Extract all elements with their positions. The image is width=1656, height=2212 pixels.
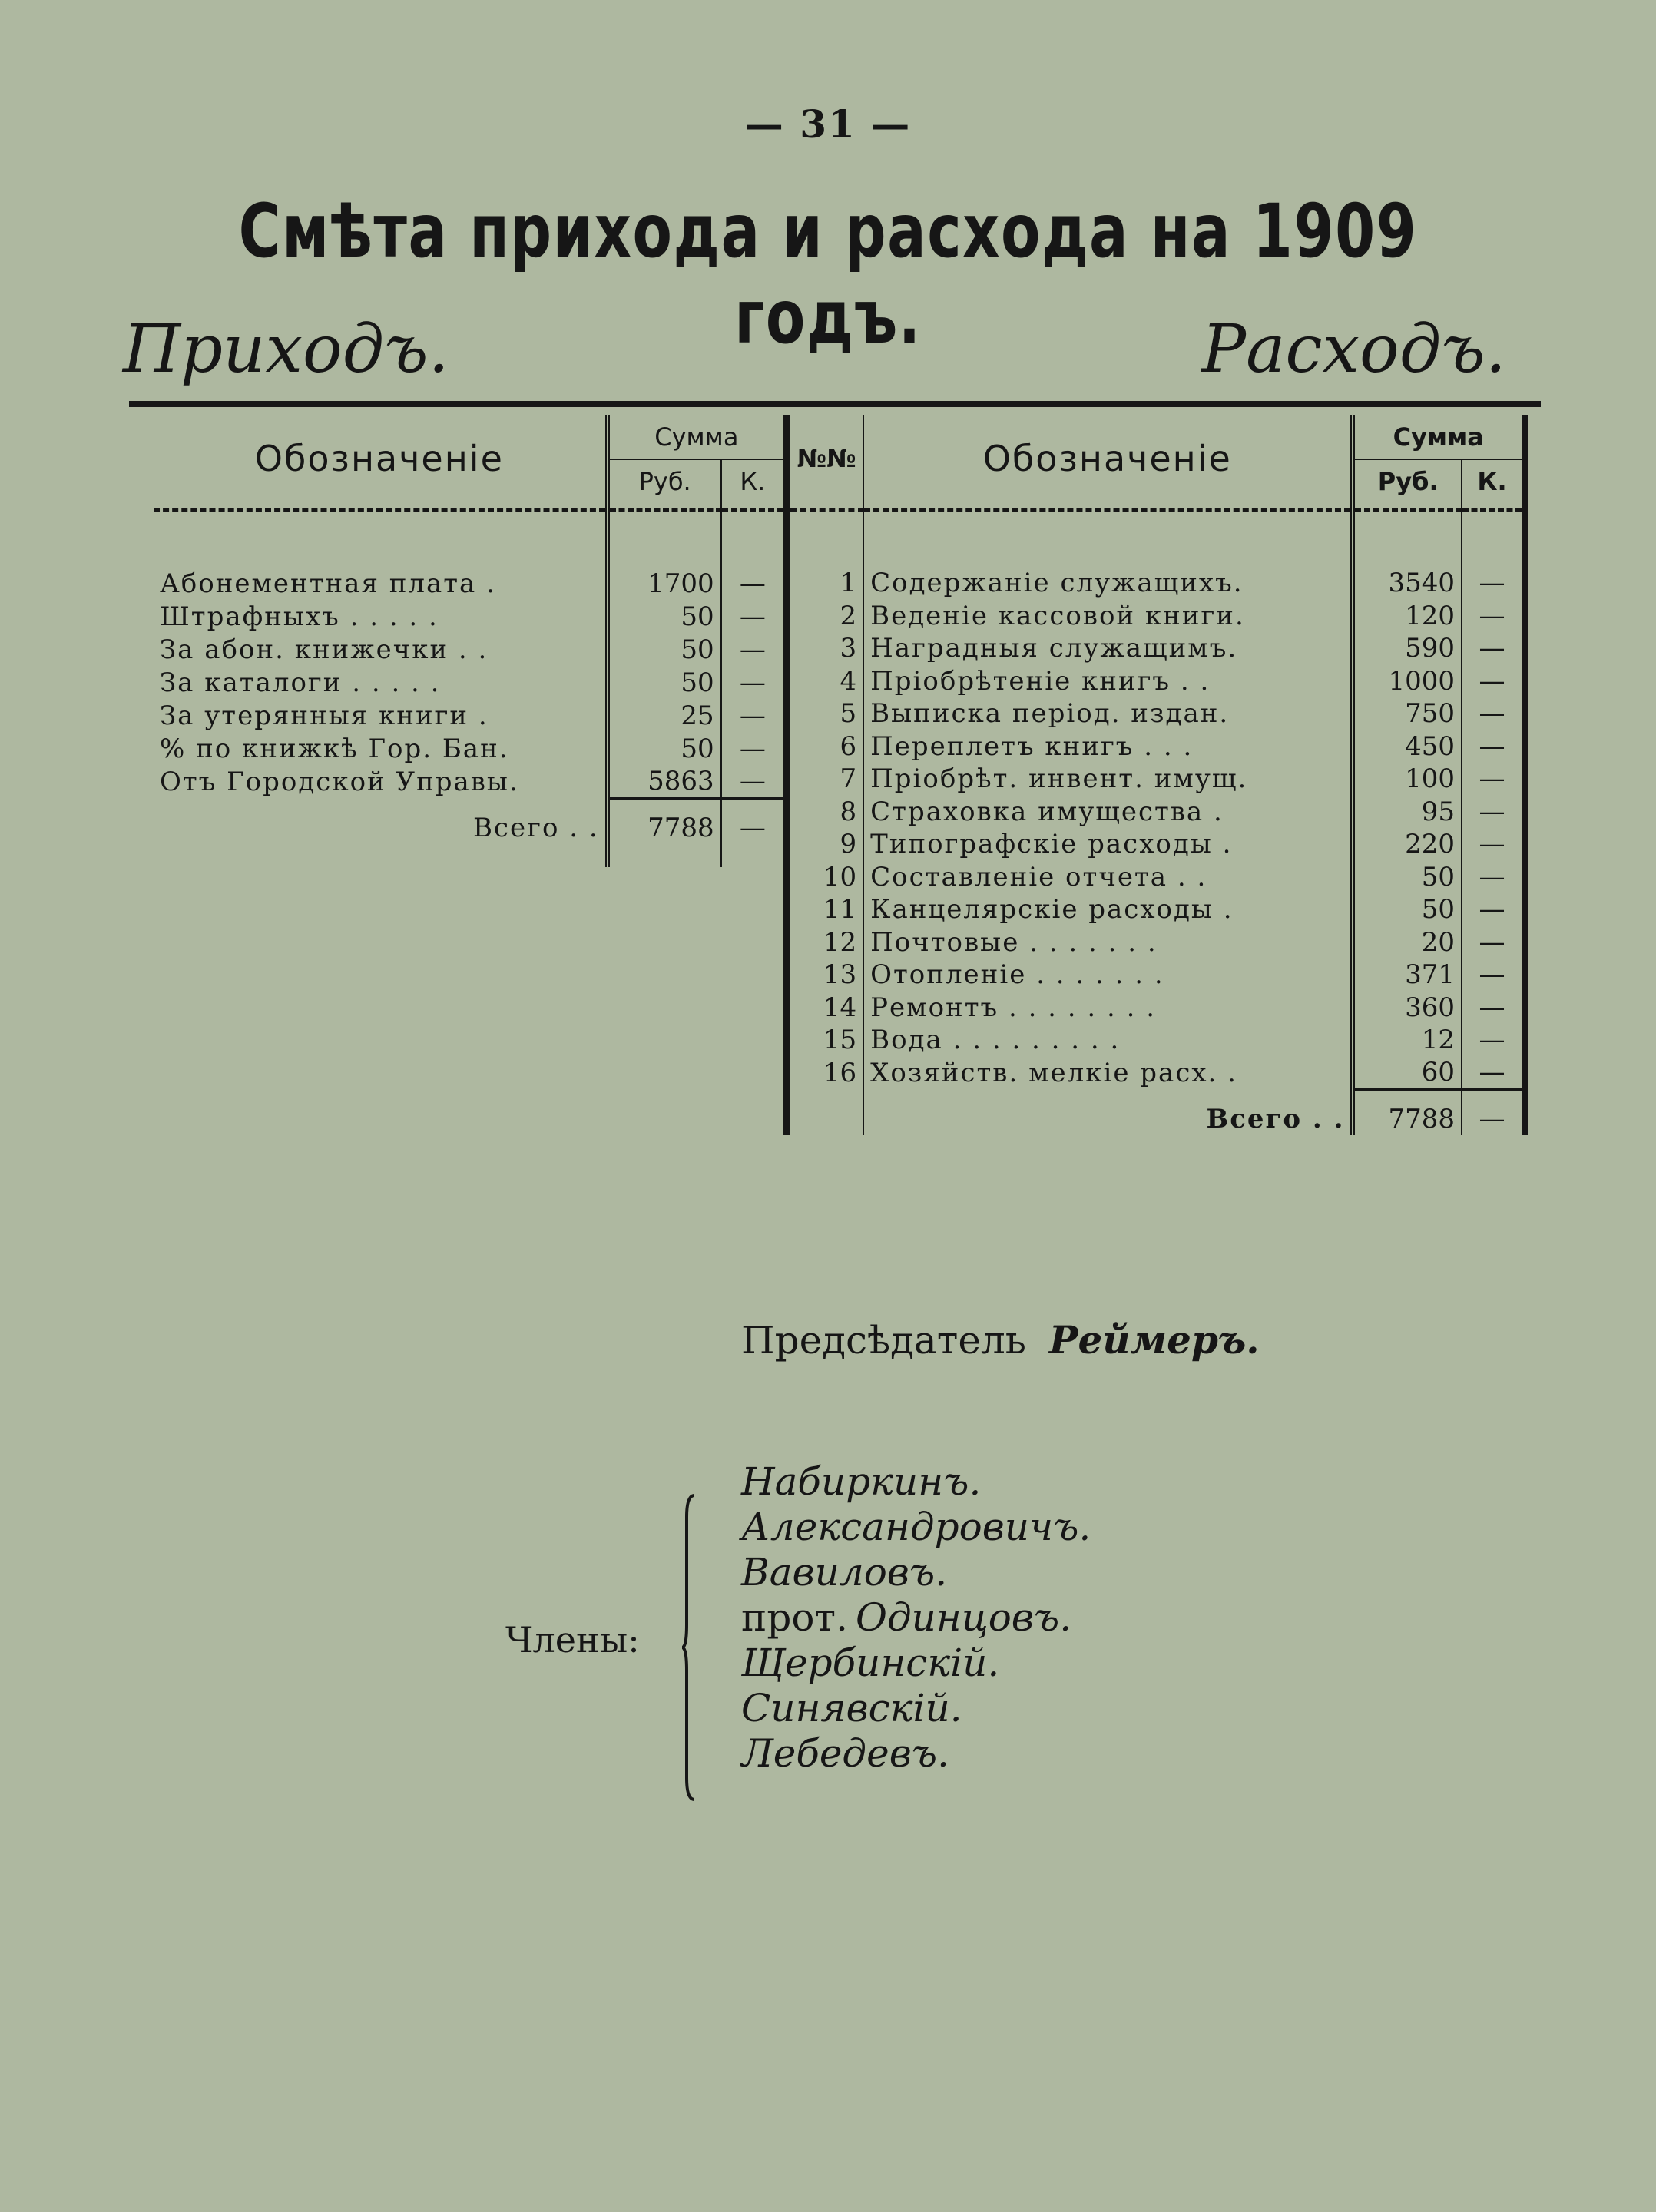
expense-item-no: 16 <box>787 1057 864 1090</box>
expense-row <box>787 697 1525 730</box>
expense-item-name: Пріобрѣт. инвент. имущ. <box>863 763 1353 796</box>
expense-item-rub: 95 <box>1353 796 1462 829</box>
income-total-kop: — <box>721 812 783 844</box>
expense-row <box>787 1057 1525 1090</box>
income-row <box>154 633 783 666</box>
income-item-rub: 1700 <box>608 567 721 600</box>
expense-item-name: Выписка період. издан. <box>863 697 1353 730</box>
expense-total-kop: — <box>1462 1103 1525 1135</box>
chairman-name: Реймеръ. <box>1048 1317 1260 1363</box>
expense-item-name: Вода . . . . . . . . . <box>863 1024 1353 1057</box>
expense-row <box>787 567 1525 600</box>
member-name <box>741 1641 1091 1686</box>
expense-item-rub: 220 <box>1353 828 1462 861</box>
expense-item-no: 14 <box>787 992 864 1025</box>
expense-item-rub: 1000 <box>1353 665 1462 698</box>
income-item-kop: — <box>721 765 783 798</box>
income-item-rub: 50 <box>608 732 721 765</box>
member-surname: Набиркинъ. <box>741 1459 982 1504</box>
income-total-label: Всего . . <box>473 813 599 843</box>
page-number: — 31 — <box>744 101 912 147</box>
income-item-name: % по книжкѣ Гор. Бан. <box>160 733 509 764</box>
member-prefix: прот. <box>741 1595 848 1640</box>
member-surname: Александровичъ. <box>741 1505 1091 1549</box>
income-item-name: За абон. книжечки . . <box>160 634 489 665</box>
expense-item-rub: 750 <box>1353 697 1462 730</box>
income-col-rub: Руб. <box>608 459 721 502</box>
expense-item-no: 9 <box>787 828 864 861</box>
page-title: Смѣта прихода и расхода на 1909 годъ. <box>238 188 1418 360</box>
income-row <box>154 600 783 633</box>
income-item-rub: 50 <box>608 633 721 666</box>
expense-row <box>787 1024 1525 1057</box>
member-name <box>741 1459 1091 1505</box>
expense-row <box>787 828 1525 861</box>
income-item-name: За каталоги . . . . . <box>160 667 441 698</box>
expense-item-rub: 360 <box>1353 992 1462 1025</box>
income-item-name: Отъ Городской Управы. <box>160 766 519 797</box>
expense-item-rub: 60 <box>1353 1057 1462 1090</box>
expense-row <box>787 665 1525 698</box>
expense-item-kop: — <box>1462 796 1525 829</box>
income-row <box>154 699 783 732</box>
expense-item-kop: — <box>1462 1057 1525 1090</box>
expense-item-no: 11 <box>787 893 864 926</box>
member-surname: Синявскій. <box>741 1686 962 1730</box>
expense-table <box>783 415 1528 1135</box>
income-row <box>154 732 783 765</box>
expense-item-rub: 20 <box>1353 926 1462 959</box>
expense-item-kop: — <box>1462 992 1525 1025</box>
expense-item-kop: — <box>1462 600 1525 633</box>
expense-item-name: Хозяйств. мелкіе расх. . <box>863 1057 1353 1090</box>
expense-row <box>787 632 1525 665</box>
income-item-kop: — <box>721 600 783 633</box>
income-heading: Приходъ. <box>123 311 449 388</box>
expense-item-no: 4 <box>787 665 864 698</box>
expense-item-rub: 120 <box>1353 600 1462 633</box>
expense-item-name: Канцелярскіе расходы . <box>863 893 1353 926</box>
members-list <box>741 1459 1091 1777</box>
member-surname: Вавиловъ. <box>741 1550 948 1594</box>
expense-row <box>787 763 1525 796</box>
member-name <box>741 1505 1091 1550</box>
expense-item-name: Почтовые . . . . . . . <box>863 926 1353 959</box>
expense-item-no: 12 <box>787 926 864 959</box>
expense-item-no: 13 <box>787 959 864 992</box>
member-name <box>741 1595 1091 1641</box>
member-name <box>741 1550 1091 1595</box>
expense-item-no: 15 <box>787 1024 864 1057</box>
expense-item-name: Содержаніе служащихъ. <box>863 567 1353 600</box>
income-table <box>154 415 783 867</box>
expense-item-rub: 100 <box>1353 763 1462 796</box>
expense-col-kop: К. <box>1462 459 1525 502</box>
expense-row <box>787 600 1525 633</box>
income-row <box>154 666 783 699</box>
expense-row <box>787 861 1525 894</box>
income-item-rub: 25 <box>608 699 721 732</box>
income-col-sum: Сумма <box>608 415 783 459</box>
header-rule <box>129 401 1541 407</box>
expense-item-no: 5 <box>787 697 864 730</box>
income-item-kop: — <box>721 699 783 732</box>
expense-item-rub: 3540 <box>1353 567 1462 600</box>
income-item-kop: — <box>721 567 783 600</box>
expense-item-rub: 50 <box>1353 893 1462 926</box>
expense-item-rub: 450 <box>1353 730 1462 763</box>
expense-item-name: Переплетъ книгъ . . . <box>863 730 1353 763</box>
expense-col-name: Обозначеніе <box>863 415 1353 502</box>
members-label: Члены: <box>505 1619 640 1661</box>
income-total-rub: 7788 <box>608 812 721 844</box>
income-item-name: Штрафныхъ . . . . . <box>160 601 439 632</box>
expense-item-no: 6 <box>787 730 864 763</box>
expense-item-no: 10 <box>787 861 864 894</box>
expense-item-no: 1 <box>787 567 864 600</box>
expense-item-kop: — <box>1462 1024 1525 1057</box>
income-item-rub: 50 <box>608 666 721 699</box>
income-item-kop: — <box>721 633 783 666</box>
expense-item-kop: — <box>1462 697 1525 730</box>
expense-item-kop: — <box>1462 959 1525 992</box>
chairman-title: Предсѣдатель <box>741 1318 1026 1363</box>
expense-item-kop: — <box>1462 665 1525 698</box>
income-item-kop: — <box>721 666 783 699</box>
expense-item-kop: — <box>1462 730 1525 763</box>
expense-item-name: Наградныя служащимъ. <box>863 632 1353 665</box>
expense-item-kop: — <box>1462 567 1525 600</box>
expense-item-name: Отопленіе . . . . . . . <box>863 959 1353 992</box>
expense-item-kop: — <box>1462 828 1525 861</box>
expense-col-no: №№ <box>787 415 864 502</box>
expense-item-kop: — <box>1462 926 1525 959</box>
expense-row <box>787 796 1525 829</box>
income-col-name: Обозначеніе <box>254 438 504 479</box>
expense-item-no: 8 <box>787 796 864 829</box>
expense-item-kop: — <box>1462 763 1525 796</box>
expense-total-label: Всего . . <box>863 1103 1353 1135</box>
member-name <box>741 1686 1091 1731</box>
expense-col-rub: Руб. <box>1353 459 1462 502</box>
expense-total-rub: 7788 <box>1353 1103 1462 1135</box>
expense-item-kop: — <box>1462 861 1525 894</box>
expense-row <box>787 959 1525 992</box>
expense-item-rub: 371 <box>1353 959 1462 992</box>
expense-item-rub: 12 <box>1353 1024 1462 1057</box>
expense-item-rub: 590 <box>1353 632 1462 665</box>
expense-item-no: 2 <box>787 600 864 633</box>
income-item-rub: 50 <box>608 600 721 633</box>
income-row <box>154 765 783 798</box>
expense-row <box>787 893 1525 926</box>
expense-item-name: Составленіе отчета . . <box>863 861 1353 894</box>
income-item-rub: 5863 <box>608 765 721 798</box>
brace-icon <box>682 1494 697 1801</box>
expense-item-no: 3 <box>787 632 864 665</box>
expense-item-kop: — <box>1462 893 1525 926</box>
expense-item-name: Веденіе кассовой книги. <box>863 600 1353 633</box>
member-surname: Щербинскій. <box>741 1641 1000 1685</box>
expense-heading: Расходъ. <box>1201 311 1506 388</box>
income-item-kop: — <box>721 732 783 765</box>
member-surname: Одинцовъ. <box>856 1595 1072 1640</box>
income-item-name: За утерянныя книги . <box>160 700 489 731</box>
expense-row <box>787 730 1525 763</box>
income-row <box>154 567 783 600</box>
expense-item-name: Ремонтъ . . . . . . . . <box>863 992 1353 1025</box>
expense-row <box>787 926 1525 959</box>
income-item-name: Абонементная плата . <box>160 568 496 599</box>
expense-item-name: Пріобрѣтеніе книгъ . . <box>863 665 1353 698</box>
expense-item-name: Страховка имущества . <box>863 796 1353 829</box>
expense-item-no: 7 <box>787 763 864 796</box>
expense-item-rub: 50 <box>1353 861 1462 894</box>
expense-col-sum: Сумма <box>1353 415 1525 459</box>
expense-item-name: Типографскіе расходы . <box>863 828 1353 861</box>
income-col-kop: К. <box>721 459 783 502</box>
member-name <box>741 1731 1091 1777</box>
expense-row <box>787 992 1525 1025</box>
member-surname: Лебедевъ. <box>741 1731 950 1776</box>
expense-item-kop: — <box>1462 632 1525 665</box>
chairman-line <box>741 1317 1260 1363</box>
